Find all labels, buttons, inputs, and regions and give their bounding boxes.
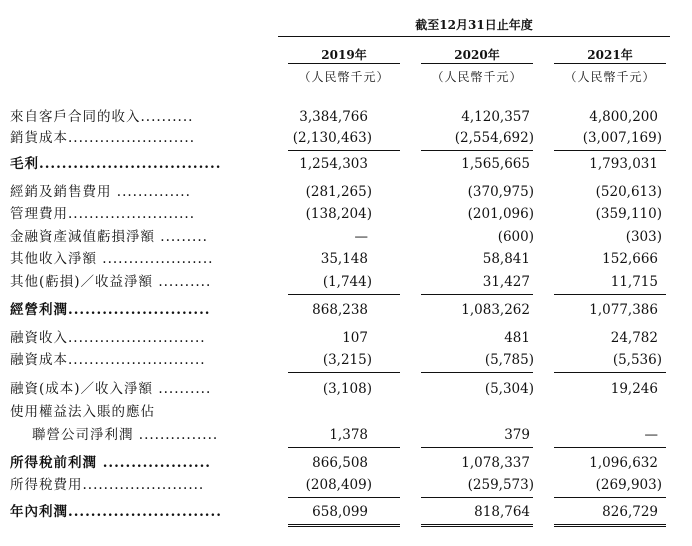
unit-2021: （人民幣千元） bbox=[564, 70, 656, 84]
value-2019: (1,744) bbox=[322, 274, 372, 290]
value-2019: 1,378 bbox=[329, 427, 368, 443]
row-profit-before-tax bbox=[0, 452, 692, 474]
row-label: 所得稅前利潤 ................... bbox=[10, 455, 211, 471]
row-label: 金融資產減值虧損淨額 ......... bbox=[10, 229, 208, 245]
value-2019: 866,508 bbox=[312, 455, 368, 471]
row-other-gains-losses bbox=[0, 271, 692, 293]
row-share-of-associates-line1 bbox=[0, 401, 692, 423]
total-double-rule bbox=[421, 524, 533, 527]
row-label: 經營利潤......................... bbox=[10, 302, 211, 318]
subtotal-rule bbox=[421, 497, 533, 498]
value-2020: (2,554,692) bbox=[454, 130, 534, 146]
row-impairment-losses bbox=[0, 226, 692, 248]
row-label: 融資(成本)／收入淨額 .......... bbox=[10, 381, 212, 397]
row-label: 所得稅費用....................... bbox=[10, 477, 205, 493]
row-label: 使用權益法入賬的應佔 bbox=[10, 404, 155, 420]
value-2019: (3,108) bbox=[322, 381, 372, 397]
value-2020: 1,565,665 bbox=[461, 156, 530, 172]
subtotal-rule bbox=[554, 447, 666, 448]
year-2019-header: 2019年 bbox=[321, 48, 367, 62]
value-2019: 107 bbox=[342, 330, 368, 346]
value-2020: 481 bbox=[504, 330, 530, 346]
subtotal-rule bbox=[421, 372, 533, 373]
row-share-of-associates-line2 bbox=[0, 424, 692, 446]
subtotal-rule bbox=[421, 150, 533, 151]
subtotal-rule bbox=[554, 372, 666, 373]
row-gross-profit bbox=[0, 153, 692, 175]
subtotal-rule bbox=[288, 372, 400, 373]
value-2021: 24,782 bbox=[610, 330, 658, 346]
row-finance-costs bbox=[0, 349, 692, 371]
year-2020-rule bbox=[421, 63, 533, 64]
year-2021-rule bbox=[554, 63, 666, 64]
value-2020: (5,304) bbox=[484, 381, 534, 397]
value-2021: (5,536) bbox=[612, 352, 662, 368]
value-2019: (208,409) bbox=[305, 477, 372, 493]
value-2020: (201,096) bbox=[467, 206, 534, 222]
value-2021: (359,110) bbox=[595, 206, 662, 222]
value-2019: — bbox=[354, 229, 368, 245]
value-2020: 31,427 bbox=[482, 274, 530, 290]
value-2021: 1,793,031 bbox=[589, 156, 658, 172]
row-selling-expenses bbox=[0, 181, 692, 203]
value-2021: 19,246 bbox=[610, 381, 658, 397]
value-2020: 818,764 bbox=[474, 504, 530, 520]
value-2021: — bbox=[644, 427, 658, 443]
row-label: 融資收入.......................... bbox=[10, 330, 206, 346]
value-2020: (370,975) bbox=[467, 184, 534, 200]
row-profit-for-year bbox=[0, 501, 692, 523]
value-2019: (281,265) bbox=[305, 184, 372, 200]
value-2019: (138,204) bbox=[305, 206, 372, 222]
row-label: 毛利................................ bbox=[10, 156, 222, 172]
total-double-rule bbox=[288, 524, 400, 527]
row-cost-of-sales bbox=[0, 127, 692, 149]
row-revenue bbox=[0, 106, 692, 128]
row-net-finance bbox=[0, 378, 692, 400]
value-2019: (2,130,463) bbox=[292, 130, 372, 146]
value-2019: 658,099 bbox=[312, 504, 368, 520]
unit-2020: （人民幣千元） bbox=[431, 70, 523, 84]
year-2021-header: 2021年 bbox=[587, 48, 633, 62]
row-operating-profit bbox=[0, 299, 692, 321]
unit-2019: （人民幣千元） bbox=[298, 70, 390, 84]
subtotal-rule bbox=[554, 497, 666, 498]
value-2021: 152,666 bbox=[602, 251, 658, 267]
value-2020: 1,078,337 bbox=[461, 455, 530, 471]
subtotal-rule bbox=[554, 294, 666, 295]
value-2019: 868,238 bbox=[312, 302, 368, 318]
row-admin-expenses bbox=[0, 203, 692, 225]
row-label: 銷貨成本........................ bbox=[10, 130, 195, 146]
year-2019-rule bbox=[288, 63, 400, 64]
value-2020: 1,083,262 bbox=[461, 302, 530, 318]
row-label: 來自客戶合同的收入.......... bbox=[10, 109, 194, 125]
row-label: 其他收入淨額 ..................... bbox=[10, 251, 214, 267]
row-label: 融資成本.......................... bbox=[10, 352, 206, 368]
value-2021: (520,613) bbox=[595, 184, 662, 200]
value-2020: (259,573) bbox=[467, 477, 534, 493]
subtotal-rule bbox=[554, 150, 666, 151]
value-2020: (5,785) bbox=[484, 352, 534, 368]
year-2020-header: 2020年 bbox=[454, 48, 500, 62]
subtotal-rule bbox=[421, 294, 533, 295]
subtotal-rule bbox=[288, 294, 400, 295]
row-finance-income bbox=[0, 327, 692, 349]
value-2021: 826,729 bbox=[602, 504, 658, 520]
subtotal-rule bbox=[288, 447, 400, 448]
value-2021: 4,800,200 bbox=[589, 109, 658, 125]
value-2020: 379 bbox=[504, 427, 530, 443]
value-2021: (3,007,169) bbox=[582, 130, 662, 146]
value-2021: 1,077,386 bbox=[589, 302, 658, 318]
value-2020: 4,120,357 bbox=[461, 109, 530, 125]
value-2019: 3,384,766 bbox=[299, 109, 368, 125]
subtotal-rule bbox=[421, 447, 533, 448]
subtotal-rule bbox=[288, 150, 400, 151]
total-double-rule bbox=[554, 524, 666, 527]
row-label: 經銷及銷售費用 .............. bbox=[10, 184, 191, 200]
period-rule bbox=[278, 36, 670, 37]
row-label: 聯營公司淨利潤 ............... bbox=[32, 427, 219, 443]
value-2020: (600) bbox=[497, 229, 534, 245]
row-other-income bbox=[0, 248, 692, 270]
value-2019: 35,148 bbox=[320, 251, 368, 267]
row-label: 管理費用........................ bbox=[10, 206, 195, 222]
period-heading: 截至12月31日止年度 bbox=[415, 18, 533, 32]
row-income-tax bbox=[0, 474, 692, 496]
value-2019: (3,215) bbox=[322, 352, 372, 368]
value-2021: (303) bbox=[625, 229, 662, 245]
row-label: 年內利潤........................... bbox=[10, 504, 222, 520]
subtotal-rule bbox=[288, 497, 400, 498]
row-label: 其他(虧損)／收益淨額 .......... bbox=[10, 274, 212, 290]
value-2021: 11,715 bbox=[610, 274, 658, 290]
value-2021: (269,903) bbox=[595, 477, 662, 493]
value-2019: 1,254,303 bbox=[299, 156, 368, 172]
value-2021: 1,096,632 bbox=[589, 455, 658, 471]
value-2020: 58,841 bbox=[482, 251, 530, 267]
